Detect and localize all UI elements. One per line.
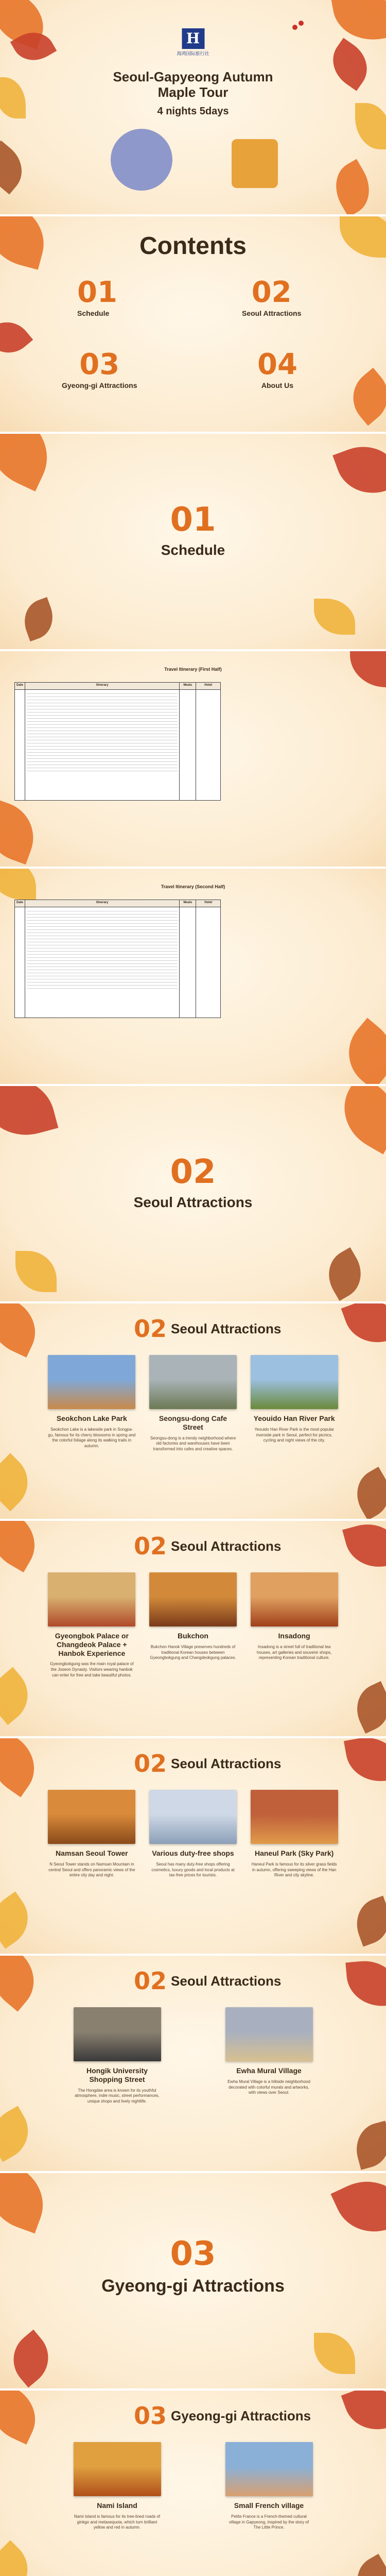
table-header: Itinerary xyxy=(25,900,180,907)
section-divider-gyeonggi xyxy=(0,2173,386,2391)
attraction-photo xyxy=(48,1355,135,1409)
company-logo xyxy=(177,28,209,57)
maple-leaf-decoration xyxy=(347,2554,386,2576)
attraction-description: Bukchon Hanok Village preserves hundreds of traditional Korean houses between Gyeongbokgung and Changdeokgung palaces. xyxy=(150,1644,236,1660)
attraction-description: The Hongdae area is known for its youthful atmosphere, indie music, street performances, unique shops and lively nightlife. xyxy=(75,2088,160,2104)
page-title: Seoul Attractions xyxy=(171,1973,282,1989)
contents-item-label: Seoul Attractions xyxy=(242,309,302,317)
attraction-photo xyxy=(251,1790,338,1844)
contents-item-label: About Us xyxy=(261,381,294,389)
attraction-description: N Seoul Tower stands on Namsan Mountain in central Seoul and offers panoramic views of the entire city day and night. xyxy=(48,1861,135,1878)
berry-decoration xyxy=(292,25,297,30)
maple-leaf-decoration xyxy=(348,1681,386,1734)
attraction-photo xyxy=(225,2442,313,2496)
attraction-name: Insadong xyxy=(278,1632,310,1640)
section-number: 02 xyxy=(134,1532,167,1560)
maple-leaf-decoration xyxy=(0,2106,39,2162)
attraction-card[interactable] xyxy=(251,1790,338,1878)
attraction-description: Seokchon Lake is a lakeside park in Songpa-gu, famous for its cherry blossoms in spring and the colorful foliage along its walking trails in autumn. xyxy=(48,1427,136,1449)
maple-leaf-decoration xyxy=(335,1018,386,1086)
attraction-card[interactable] xyxy=(251,1572,338,1679)
attraction-description: Seongsu-dong is a trendy neighborhood where old factories and warehouses have been transformed into cafes and creative spaces. xyxy=(150,1435,236,1452)
section-number: 02 xyxy=(170,1153,216,1191)
section-number: 01 xyxy=(170,501,216,539)
attraction-description: Nami Island is famous for its tree-lined roads of ginkgo and metasequoia, which turn brilliant yellow and red in autumn. xyxy=(74,2514,161,2530)
section-title: Seoul Attractions xyxy=(133,1194,253,1210)
page-title: Seoul Attractions xyxy=(171,1755,282,1771)
contents-item-label: Schedule xyxy=(77,309,110,317)
contents-slide xyxy=(0,216,386,434)
attraction-name: Ewha Mural Village xyxy=(236,2066,302,2075)
table-header: Itinerary xyxy=(25,683,180,690)
table-cell xyxy=(25,690,180,801)
table-header: Meals xyxy=(180,683,196,690)
contents-heading: Contents xyxy=(139,232,247,260)
attraction-description: Seoul has many duty-free shops offering cosmetics, luxury goods and local products at tax-free prices for tourists. xyxy=(151,1861,235,1878)
gyeonggi-attractions-pages xyxy=(0,2391,386,2576)
maple-leaf-decoration xyxy=(0,1667,39,1725)
section-divider-seoul xyxy=(0,1086,386,1303)
attraction-description: Ewha Mural Village is a hillside neighborhood decorated with colorful murals and artworks, with views over Seoul. xyxy=(227,2079,310,2095)
maple-leaf-decoration xyxy=(0,2540,40,2576)
maple-leaf-decoration xyxy=(319,1247,371,1301)
attraction-card[interactable] xyxy=(48,1790,135,1878)
table-cell xyxy=(196,907,221,1018)
attraction-photo xyxy=(48,1572,135,1626)
attraction-description: Petite France is a French-themed cultural village in Gapyeong, inspired by the story of The Little Prince. xyxy=(229,2514,309,2530)
seoul-attractions-page xyxy=(0,1956,386,2173)
schedule-table-title: Travel Itinerary (Second Half) xyxy=(161,884,225,889)
table-cell xyxy=(196,690,221,801)
section-title: Gyeong-gi Attractions xyxy=(101,2276,285,2296)
attraction-card[interactable] xyxy=(149,1790,237,1878)
attraction-name: Haneul Park (Sky Park) xyxy=(254,1849,334,1857)
cover-title-line2: Maple Tour xyxy=(157,84,229,100)
section-divider-schedule xyxy=(0,434,386,651)
maple-leaf-decoration xyxy=(314,2333,355,2374)
maple-leaf-decoration xyxy=(0,1891,39,1948)
attraction-name: Seongsu-dong Cafe Street xyxy=(159,1414,227,1431)
contents-item-number: 03 xyxy=(79,348,120,381)
cover-slide xyxy=(0,0,386,216)
attraction-photo xyxy=(74,2007,161,2061)
attraction-description: Haneul Park is famous for its silver grass fields in autumn, offering sweeping views of the Han River and city skyline. xyxy=(251,1861,337,1878)
illegible-fine-text xyxy=(27,691,178,773)
maple-leaf-decoration xyxy=(330,1086,386,1155)
attraction-name: Hongik University Shopping Street xyxy=(86,2066,148,2083)
table-header: Hotel xyxy=(196,683,221,690)
maple-leaf-decoration xyxy=(325,159,380,216)
seoul-attractions-pages xyxy=(0,1303,386,2173)
contents-item-label: Gyeong-gi Attractions xyxy=(62,381,137,389)
attraction-photo xyxy=(149,1790,237,1844)
attraction-name: Seokchon Lake Park xyxy=(56,1414,127,1422)
cover-title-line1: Seoul-Gapyeong Autumn xyxy=(113,69,273,84)
illegible-fine-text xyxy=(27,908,178,991)
attraction-card[interactable] xyxy=(74,2007,161,2105)
suitcase-illustration xyxy=(232,139,278,188)
attraction-photo xyxy=(225,2007,313,2061)
logo-mark: H xyxy=(182,28,204,49)
table-header: Meals xyxy=(180,900,196,907)
table-cell xyxy=(25,907,180,1018)
attraction-name: Namsan Seoul Tower xyxy=(56,1849,128,1857)
table-row xyxy=(15,690,221,801)
cover-subtitle: 4 nights 5days xyxy=(157,106,229,117)
attraction-name: Gyeongbok Palace or Changdeok Palace + Hanbok Experience xyxy=(55,1632,129,1657)
section-number: 03 xyxy=(170,2235,216,2273)
maple-leaf-decoration xyxy=(0,799,43,865)
attraction-name: Nami Island xyxy=(97,2501,137,2510)
schedule-slide-1 xyxy=(0,651,386,869)
attraction-photo xyxy=(251,1572,338,1626)
maple-leaf-decoration xyxy=(332,436,386,504)
table-header: Date xyxy=(15,683,25,690)
maple-leaf-decoration xyxy=(0,312,33,363)
table-cell xyxy=(15,690,25,801)
berry-decoration xyxy=(299,21,304,26)
schedule-table xyxy=(14,900,221,1018)
maple-leaf-decoration xyxy=(342,368,386,426)
attraction-card[interactable] xyxy=(149,1572,237,1679)
logo-brand-name: 海鸿国际旅行社 xyxy=(177,51,209,56)
attraction-card[interactable] xyxy=(225,2007,313,2105)
table-header: Date xyxy=(15,900,25,907)
table-row xyxy=(15,907,221,1018)
seoul-attractions-page xyxy=(0,1738,386,1956)
maple-leaf-decoration xyxy=(314,599,355,635)
schedule-slide-2 xyxy=(0,869,386,1086)
maple-leaf-decoration xyxy=(349,1895,386,1946)
page-title: Gyeong-gi Attractions xyxy=(171,2408,311,2424)
attraction-card[interactable] xyxy=(251,1355,338,1452)
attraction-description: Yeouido Han River Park is the most popular riverside park in Seoul, perfect for picnics, cycling and night views of the city. xyxy=(254,1427,335,1443)
attraction-card[interactable] xyxy=(74,2442,161,2531)
contents-item-number: 01 xyxy=(77,276,117,309)
maple-leaf-decoration xyxy=(347,1467,386,1520)
attraction-photo xyxy=(74,2442,161,2496)
attraction-card[interactable] xyxy=(225,2442,313,2531)
contents-item-number: 02 xyxy=(251,276,292,309)
attraction-card[interactable] xyxy=(48,1572,135,1679)
attraction-name: Bukchon xyxy=(178,1632,208,1640)
contents-item[interactable] xyxy=(62,348,137,389)
maple-leaf-decoration xyxy=(2,2330,60,2388)
travelers-illustration xyxy=(111,129,172,191)
gyeonggi-attractions-page xyxy=(0,2391,386,2576)
contents-item[interactable] xyxy=(77,276,117,317)
attraction-name: Yeouido Han River Park xyxy=(253,1414,335,1422)
attraction-photo xyxy=(251,1355,338,1409)
maple-leaf-decoration xyxy=(0,2173,54,2233)
attraction-description: Gyeongbokgung was the main royal palace of the Joseon Dynasty. Visitors wearing hanbok can enter for free and take beautiful photos. xyxy=(50,1662,134,1677)
section-number: 02 xyxy=(134,1315,167,1343)
section-number: 02 xyxy=(134,1967,167,1995)
maple-leaf-decoration xyxy=(18,597,59,641)
table-cell xyxy=(15,907,25,1018)
maple-leaf-decoration xyxy=(0,1086,58,1145)
page-title: Seoul Attractions xyxy=(171,1320,282,1336)
seoul-attractions-page xyxy=(0,1303,386,1521)
section-title: Schedule xyxy=(161,542,225,558)
schedule-table xyxy=(14,682,221,801)
attraction-card[interactable] xyxy=(48,1355,135,1452)
contents-item[interactable] xyxy=(242,276,301,317)
section-number: 02 xyxy=(134,1750,167,1777)
table-cell xyxy=(180,690,196,801)
schedule-table-title: Travel Itinerary (First Half) xyxy=(164,667,222,672)
maple-leaf-decoration xyxy=(330,0,386,46)
maple-leaf-decoration xyxy=(0,140,32,194)
attraction-photo xyxy=(149,1572,237,1626)
page-title: Seoul Attractions xyxy=(171,1538,282,1554)
contents-item[interactable] xyxy=(257,348,297,389)
maple-leaf-decoration xyxy=(15,1251,57,1292)
seoul-attractions-page xyxy=(0,1521,386,1738)
table-cell xyxy=(180,907,196,1018)
attraction-name: Small French village xyxy=(234,2501,304,2510)
attraction-photo xyxy=(48,1790,135,1844)
table-header: Hotel xyxy=(196,900,221,907)
attraction-description: Insadong is a street full of traditional tea houses, art galleries and souvenir shops, representing Korean traditional culture. xyxy=(256,1644,332,1660)
attraction-photo xyxy=(149,1355,237,1409)
attraction-name: Various duty-free shops xyxy=(152,1849,234,1857)
contents-item-number: 04 xyxy=(257,348,297,381)
maple-leaf-decoration xyxy=(350,2121,386,2170)
maple-leaf-decoration xyxy=(0,434,61,492)
attraction-card[interactable] xyxy=(149,1355,237,1452)
maple-leaf-decoration xyxy=(0,1453,40,1511)
section-number: 03 xyxy=(134,2402,167,2430)
